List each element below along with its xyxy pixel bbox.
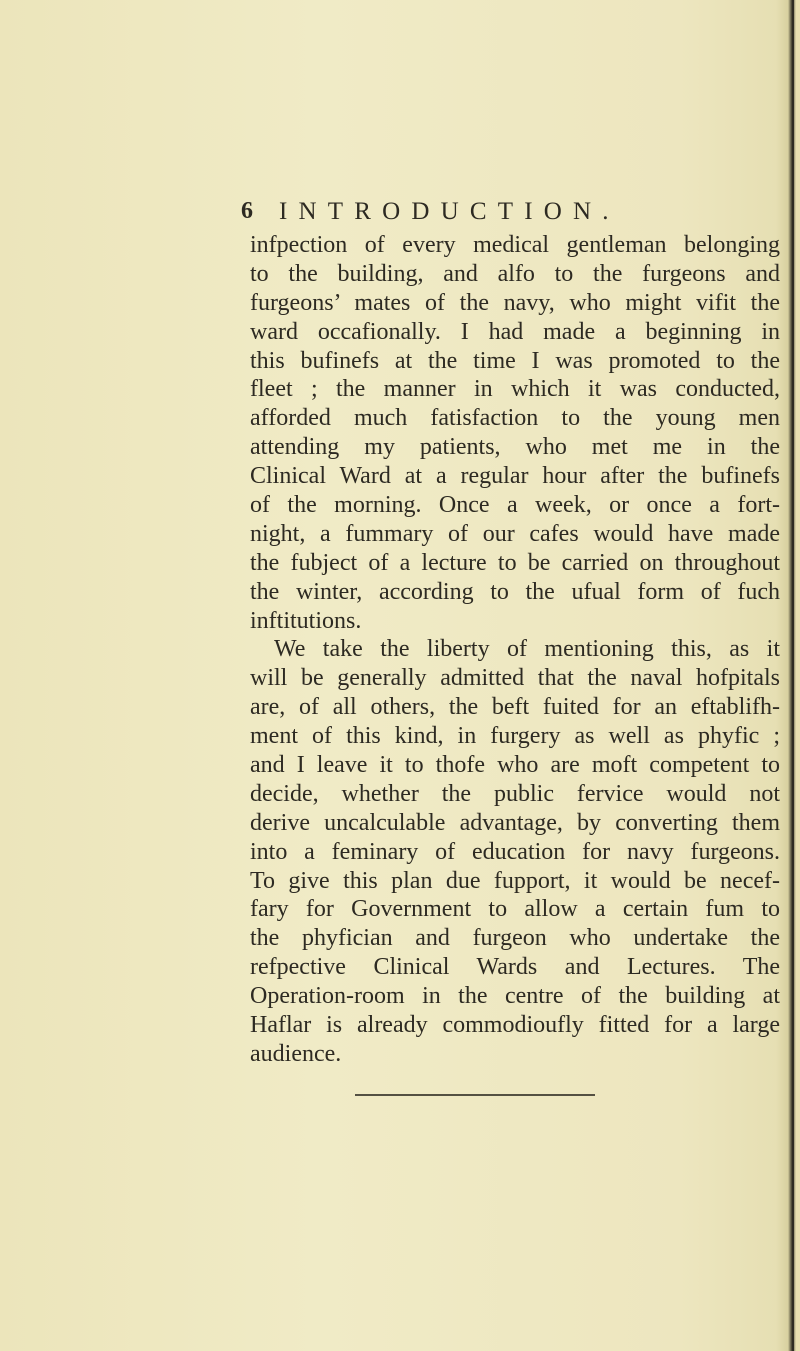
chapter-title: INTRODUCTION. [279, 198, 620, 225]
text-line: to the building, and alfo to the furgeons and [250, 260, 780, 287]
text-line: To give this plan due fupport, it would be necef- [250, 867, 780, 894]
text-line: are, of all others, the beft fuited for an eftablifh- [250, 694, 780, 721]
text-line: into a feminary of education for navy furgeons. [250, 838, 780, 865]
page-edge [792, 0, 794, 1351]
body-text [250, 231, 780, 1069]
page-number: 6 [241, 198, 253, 224]
text-line: Clinical Ward at a regular hour after the bufinefs [250, 463, 780, 490]
text-line: and I leave it to thofe who are moft competent to [250, 752, 780, 779]
text-line: audience. [250, 1040, 342, 1067]
text-line: the phyfician and furgeon who undertake the [250, 925, 780, 952]
text-line: fleet ; the manner in which it was conducted, [250, 376, 780, 403]
text-line: We take the liberty of mentioning this, as it [274, 636, 780, 663]
text-line: derive uncalculable advantage, by converting them [250, 809, 780, 836]
text-line: night, a fummary of our cafes would have made [250, 520, 780, 547]
text-line: refpective Clinical Wards and Lectures. The [250, 954, 780, 981]
text-line: of the morning. Once a week, or once a fort- [250, 492, 780, 519]
text-line: Haflar is already commodioufly fitted for a large [250, 1012, 780, 1039]
text-line: the winter, according to the ufual form of fuch [250, 578, 780, 605]
text-line: the fubject of a lecture to be carried on throughout [250, 549, 780, 576]
text-line: will be generally admitted that the naval hofpitals [250, 665, 780, 692]
text-line: decide, whether the public fervice would not [250, 780, 780, 807]
text-line: ment of this kind, in furgery as well as phyfic ; [250, 723, 780, 750]
text-line: Operation-room in the centre of the building at [250, 983, 780, 1010]
text-line: afforded much fatisfaction to the young men [250, 405, 780, 432]
text-line: infpection of every medical gentleman belonging [250, 232, 780, 258]
text-line: ward occafionally. I had made a beginning in [250, 318, 780, 345]
text-line: attending my patients, who met me in the [250, 434, 780, 461]
text-line: fary for Government to allow a certain fum to [250, 896, 780, 923]
text-line: furgeons’ mates of the navy, who might vifit the [250, 289, 780, 316]
text-line: inftitutions. [250, 607, 362, 634]
running-header [241, 198, 781, 230]
section-rule [355, 1094, 595, 1096]
text-line: this bufinefs at the time I was promoted to the [250, 347, 780, 374]
